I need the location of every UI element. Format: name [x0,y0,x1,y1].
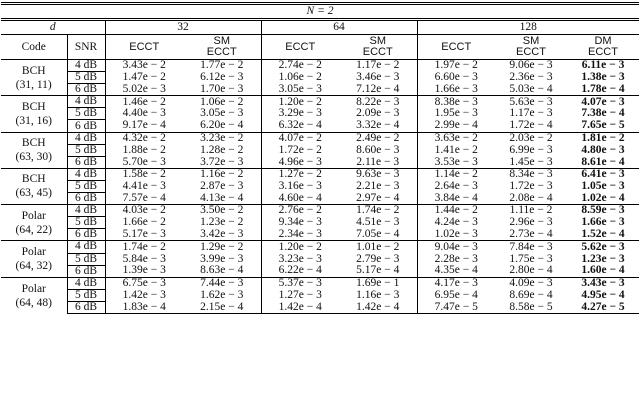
value-cell: 2.21e − 3 [339,180,417,192]
value-cell: 2.97e − 4 [339,193,417,205]
value-cell: 2.64e − 3 [434,179,478,192]
value-cell: 2.08e − 4 [509,191,553,204]
value-cell: 1.39e − 3 [122,264,166,277]
value-cell: 4.09e − 3 [495,277,567,289]
value-cell: 1.16e − 3 [339,289,417,301]
value-cell: 1.70e − 3 [183,84,261,96]
value-cell: 4.60e − 4 [278,191,322,204]
value-cell: 2.79e − 3 [339,253,417,265]
value-cell: 1.81e − 2 [567,132,639,144]
value-cell: 1.74e − 2 [339,205,417,217]
value-cell: 1.95e − 3 [434,107,478,120]
value-cell: 3.43e − 2 [105,60,183,72]
table-row [1,217,639,229]
value-cell: 2.76e − 2 [261,205,339,217]
value-cell: 3.23e − 3 [278,252,322,265]
value-cell: 1.75e − 3 [509,252,553,265]
value-cell: 1.72e − 4 [509,119,553,132]
snr-cell: 6 dB [67,301,105,313]
snr-cell: 4 dB [67,60,105,72]
value-cell: 2.36e − 3 [509,71,553,84]
results-table [1,2,639,314]
code-params: (31, 11) [15,78,52,91]
value-cell: 3.32e − 4 [339,120,417,132]
value-cell: 8.34e − 3 [495,168,567,180]
value-cell: 1.78e − 4 [581,82,625,95]
col-header-0: ECCT [129,40,160,53]
value-cell: 6.99e − 3 [509,143,553,156]
value-cell: 4.51e − 3 [339,217,417,229]
value-cell: 1.20e − 2 [261,241,339,253]
value-cell: 6.20e − 4 [183,120,261,132]
value-cell: 9.06e − 3 [495,60,567,72]
value-cell: 1.41e − 2 [434,143,478,156]
value-cell: 6.41e − 3 [567,168,639,180]
value-cell: 8.22e − 3 [339,96,417,108]
value-cell: 1.83e − 4 [105,301,183,313]
col-header-4: ECCT [441,40,472,53]
value-cell: 2.73e − 4 [509,228,553,241]
value-cell: 1.38e − 3 [581,71,625,84]
value-cell: 5.17e − 3 [122,228,166,241]
value-cell: 9.63e − 3 [339,168,417,180]
col-header-6: DM ECCT [588,35,618,58]
value-cell: 6.95e − 4 [434,288,478,301]
value-cell: 3.29e − 3 [278,107,322,120]
table-row [1,72,639,84]
col-header-1: SM ECCT [183,35,261,60]
value-cell: 4.07e − 3 [567,96,639,108]
value-cell: 2.87e − 3 [183,180,261,192]
value-cell: 3.16e − 3 [278,179,322,192]
table-row [1,301,639,313]
table-row [1,193,639,205]
code-name: BCH [21,64,46,77]
table-row [1,156,639,168]
snr-cell: 5 dB [67,217,105,229]
value-cell: 3.53e − 3 [434,155,478,168]
value-cell: 1.11e − 2 [495,205,567,217]
code-params: (63, 45) [15,187,52,200]
code-header: Code [1,35,67,60]
value-cell: 2.99e − 4 [434,119,478,132]
table-row [1,132,639,144]
code-cell [1,241,67,277]
table-row [1,120,639,132]
table-row [1,229,639,241]
value-cell: 2.09e − 3 [339,108,417,120]
value-cell: 1.42e − 4 [339,301,417,313]
snr-cell: 6 dB [67,156,105,168]
table-row [1,253,639,265]
table-row [1,180,639,192]
value-cell: 6.22e − 4 [278,264,322,277]
value-cell: 5.84e − 3 [122,252,166,265]
value-cell: 9.34e − 3 [278,216,322,229]
table-row [1,289,639,301]
value-cell: 8.60e − 3 [339,144,417,156]
column-header-row [1,35,639,60]
value-cell: 3.50e − 2 [183,205,261,217]
snr-cell: 5 dB [67,144,105,156]
value-cell: 1.17e − 3 [509,107,553,120]
value-cell: 8.58e − 5 [495,301,567,313]
snr-cell: 6 dB [67,120,105,132]
value-cell: 5.63e − 3 [495,96,567,108]
d-row [1,20,639,35]
value-cell: 1.66e − 2 [122,216,166,229]
table-row [1,277,639,289]
value-cell: 1.72e − 2 [278,143,322,156]
value-cell: 1.58e − 2 [105,168,183,180]
value-cell: 3.46e − 3 [339,72,417,84]
code-cell [1,60,67,96]
snr-cell: 6 dB [67,84,105,96]
value-cell: 3.05e − 3 [183,108,261,120]
value-cell: 4.27e − 5 [567,301,639,313]
value-cell: 1.97e − 2 [417,60,495,72]
value-cell: 2.49e − 2 [339,132,417,144]
table-row [1,241,639,253]
value-cell: 3.72e − 3 [183,156,261,168]
code-params: (63, 30) [15,151,52,164]
d-value-32: 32 [105,20,261,35]
d-value-64: 64 [261,20,417,35]
value-cell: 6.11e − 3 [567,60,639,72]
value-cell: 1.42e − 4 [261,301,339,313]
value-cell: 2.28e − 3 [434,252,478,265]
snr-cell: 5 dB [67,72,105,84]
value-cell: 4.35e − 4 [434,264,478,277]
value-cell: 1.23e − 3 [581,252,625,265]
value-cell: 1.28e − 2 [183,144,261,156]
value-cell: 8.61e − 4 [581,155,625,168]
value-cell: 1.06e − 2 [278,71,322,84]
value-cell: 1.60e − 4 [581,264,625,277]
snr-cell: 6 dB [67,265,105,277]
value-cell: 4.40e − 3 [122,107,166,120]
value-cell: 6.75e − 3 [105,277,183,289]
code-name: Polar [21,282,46,295]
value-cell: 1.02e − 3 [434,228,478,241]
code-cell [1,96,67,132]
value-cell: 7.12e − 4 [339,84,417,96]
d-value-128: 128 [417,20,639,35]
value-cell: 1.29e − 2 [183,241,261,253]
value-cell: 6.12e − 3 [183,72,261,84]
table-row [1,205,639,217]
value-cell: 1.77e − 2 [183,60,261,72]
table-row [1,108,639,120]
code-name: BCH [21,100,46,113]
table-title: N = 2 [1,4,639,20]
value-cell: 1.66e − 3 [434,82,478,95]
value-cell: 7.84e − 3 [495,241,567,253]
value-cell: 1.46e − 2 [105,96,183,108]
snr-header: SNR [67,35,105,60]
value-cell: 1.27e − 2 [261,168,339,180]
value-cell: 1.72e − 3 [509,179,553,192]
snr-cell: 5 dB [67,108,105,120]
table-row [1,60,639,72]
value-cell: 2.03e − 2 [495,132,567,144]
value-cell: 1.06e − 2 [183,96,261,108]
value-cell: 5.03e − 4 [509,82,553,95]
col-header-3: SM ECCT [339,35,417,60]
value-cell: 9.17e − 4 [122,119,166,132]
code-name: Polar [21,209,46,222]
value-cell: 3.84e − 4 [434,191,478,204]
value-cell: 2.15e − 4 [183,301,261,313]
code-cell [1,277,67,313]
value-cell: 2.74e − 2 [261,60,339,72]
value-cell: 1.42e − 3 [122,288,166,301]
snr-cell: 4 dB [67,241,105,253]
value-cell: 1.47e − 2 [122,71,166,84]
value-cell: 7.65e − 5 [581,119,625,132]
value-cell: 3.99e − 3 [183,253,261,265]
snr-cell: 4 dB [67,96,105,108]
code-params: (64, 22) [15,223,52,236]
title-row [1,4,639,20]
snr-cell: 4 dB [67,205,105,217]
value-cell: 1.20e − 2 [261,96,339,108]
table-row [1,96,639,108]
value-cell: 1.05e − 3 [581,179,625,192]
snr-cell: 5 dB [67,180,105,192]
value-cell: 3.43e − 3 [567,277,639,289]
code-cell [1,168,67,204]
snr-cell: 6 dB [67,229,105,241]
value-cell: 4.80e − 3 [581,143,625,156]
value-cell: 1.14e − 2 [417,168,495,180]
value-cell: 5.02e − 3 [122,82,166,95]
value-cell: 8.38e − 3 [417,96,495,108]
value-cell: 1.17e − 2 [339,60,417,72]
value-cell: 1.02e − 4 [581,191,625,204]
value-cell: 4.96e − 3 [278,155,322,168]
value-cell: 4.32e − 2 [105,132,183,144]
value-cell: 9.04e − 3 [417,241,495,253]
value-cell: 1.23e − 2 [183,217,261,229]
code-cell [1,132,67,168]
table-row [1,265,639,277]
code-params: (31, 16) [15,114,52,127]
code-params: (64, 32) [15,260,52,273]
value-cell: 5.17e − 4 [339,265,417,277]
snr-cell: 4 dB [67,277,105,289]
value-cell: 1.66e − 3 [581,216,625,229]
value-cell: 3.42e − 3 [183,229,261,241]
value-cell: 2.96e − 3 [509,216,553,229]
value-cell: 4.41e − 3 [122,179,166,192]
value-cell: 5.70e − 3 [122,155,166,168]
col-header-5: SM ECCT [516,35,546,58]
snr-cell: 5 dB [67,253,105,265]
table-row [1,84,639,96]
value-cell: 1.01e − 2 [339,241,417,253]
code-name: Polar [21,246,46,259]
value-cell: 1.52e − 4 [581,228,625,241]
value-cell: 8.63e − 4 [183,265,261,277]
value-cell: 7.44e − 3 [183,277,261,289]
value-cell: 7.57e − 4 [122,191,166,204]
value-cell: 1.45e − 3 [509,155,553,168]
code-name: BCH [21,137,46,150]
value-cell: 8.69e − 4 [509,288,553,301]
code-cell [1,205,67,241]
value-cell: 6.60e − 3 [434,71,478,84]
value-cell: 5.37e − 3 [261,277,339,289]
value-cell: 5.62e − 3 [567,241,639,253]
table-row [1,144,639,156]
snr-cell: 6 dB [67,193,105,205]
value-cell: 4.24e − 3 [434,216,478,229]
value-cell: 1.27e − 3 [278,288,322,301]
value-cell: 8.59e − 3 [567,205,639,217]
value-cell: 4.03e − 2 [105,205,183,217]
code-name: BCH [21,173,46,186]
col-header-2: ECCT [285,40,316,53]
snr-cell: 4 dB [67,168,105,180]
value-cell: 2.11e − 3 [339,156,417,168]
value-cell: 7.05e − 4 [339,229,417,241]
value-cell: 1.74e − 2 [105,241,183,253]
code-params: (64, 48) [15,296,52,309]
snr-cell: 4 dB [67,132,105,144]
value-cell: 4.07e − 2 [261,132,339,144]
value-cell: 7.47e − 5 [417,301,495,313]
value-cell: 1.69e − 1 [339,277,417,289]
value-cell: 6.32e − 4 [278,119,322,132]
value-cell: 4.17e − 3 [417,277,495,289]
value-cell: 1.16e − 2 [183,168,261,180]
value-cell: 1.62e − 3 [183,289,261,301]
d-label: d [1,20,105,35]
value-cell: 2.80e − 4 [509,264,553,277]
value-cell: 1.44e − 2 [417,205,495,217]
value-cell: 3.23e − 2 [183,132,261,144]
snr-cell: 5 dB [67,289,105,301]
value-cell: 1.88e − 2 [122,143,166,156]
value-cell: 4.13e − 4 [183,193,261,205]
value-cell: 2.34e − 3 [278,228,322,241]
value-cell: 3.63e − 2 [417,132,495,144]
value-cell: 3.05e − 3 [278,82,322,95]
table-row [1,168,639,180]
value-cell: 4.95e − 4 [581,288,625,301]
value-cell: 7.38e − 4 [581,107,625,120]
